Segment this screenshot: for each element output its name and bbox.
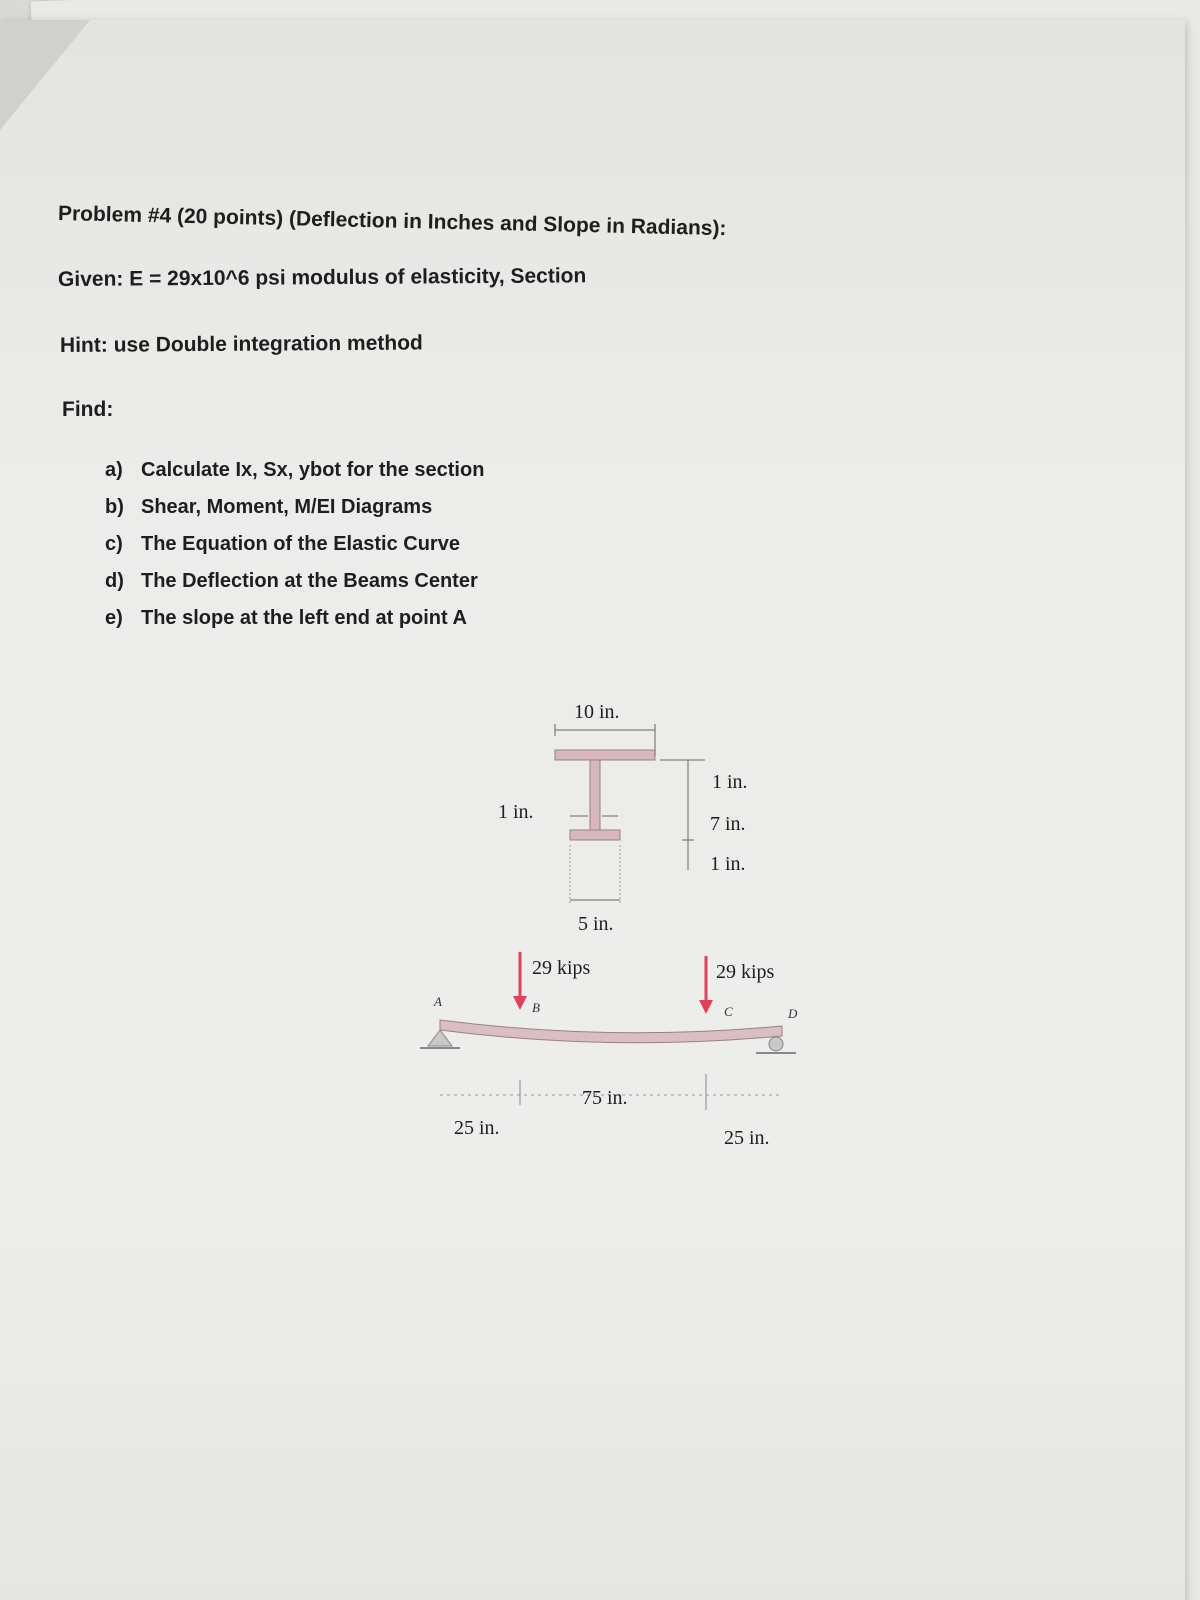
top-flange	[555, 750, 655, 760]
top-flange-thickness-label: 1 in.	[712, 771, 748, 793]
i-section	[555, 750, 655, 840]
find-item	[105, 563, 484, 600]
roller-support-d	[769, 1037, 783, 1051]
find-item-letter: a)	[105, 459, 123, 481]
span-right-label: 25 in.	[724, 1127, 770, 1149]
find-item-letter: b)	[105, 496, 124, 518]
point-c-label: C	[724, 1004, 733, 1019]
find-item-letter: d)	[105, 570, 124, 592]
load-arrowhead-c	[699, 1000, 713, 1014]
folded-corner	[0, 20, 90, 130]
find-label: Find:	[62, 398, 114, 421]
find-item-text: The Deflection at the Beams Center	[141, 570, 478, 592]
load-c-label: 29 kips	[716, 961, 775, 983]
bottom-flange-thickness-label: 1 in.	[710, 853, 746, 875]
pin-support-a	[428, 1030, 452, 1046]
bottom-flange-width-label: 5 in.	[578, 913, 614, 935]
span-middle-label: 75 in.	[582, 1087, 628, 1109]
load-b-label: 29 kips	[532, 957, 591, 979]
find-item	[105, 489, 484, 526]
find-item	[105, 452, 484, 489]
problem-sheet	[0, 20, 1185, 1600]
flange-width-label: 10 in.	[574, 701, 620, 723]
find-item-text: Shear, Moment, M/EI Diagrams	[141, 496, 433, 518]
hint-statement: Hint: use Double integration method	[59, 331, 423, 357]
web-height-label: 7 in.	[710, 813, 746, 835]
beam-figure	[420, 690, 820, 1170]
web-thickness-label: 1 in.	[498, 801, 534, 823]
find-list	[105, 452, 484, 637]
given-statement: Given: E = 29x10^6 psi modulus of elasticity, Section	[57, 264, 587, 291]
find-item-text: Calculate Ix, Sx, ybot for the section	[141, 459, 485, 481]
beam	[440, 1020, 782, 1043]
span-left-label: 25 in.	[454, 1117, 500, 1139]
find-item-letter: c)	[105, 533, 123, 555]
point-a-label: A	[434, 994, 442, 1009]
web	[590, 760, 600, 830]
problem-title: Problem #4 (20 points) (Deflection in Inches and Slope in Radians):	[57, 202, 727, 241]
find-item-text: The slope at the left end at point A	[141, 607, 467, 629]
find-item-text: The Equation of the Elastic Curve	[141, 533, 460, 555]
load-b	[513, 952, 591, 1010]
find-item	[105, 600, 484, 637]
point-b-label: B	[532, 1000, 540, 1015]
load-arrowhead-b	[513, 996, 527, 1010]
bottom-flange	[570, 830, 620, 840]
point-d-label: D	[788, 1006, 798, 1021]
load-c	[699, 956, 775, 1014]
find-item	[105, 526, 484, 563]
find-item-letter: e)	[105, 607, 123, 629]
